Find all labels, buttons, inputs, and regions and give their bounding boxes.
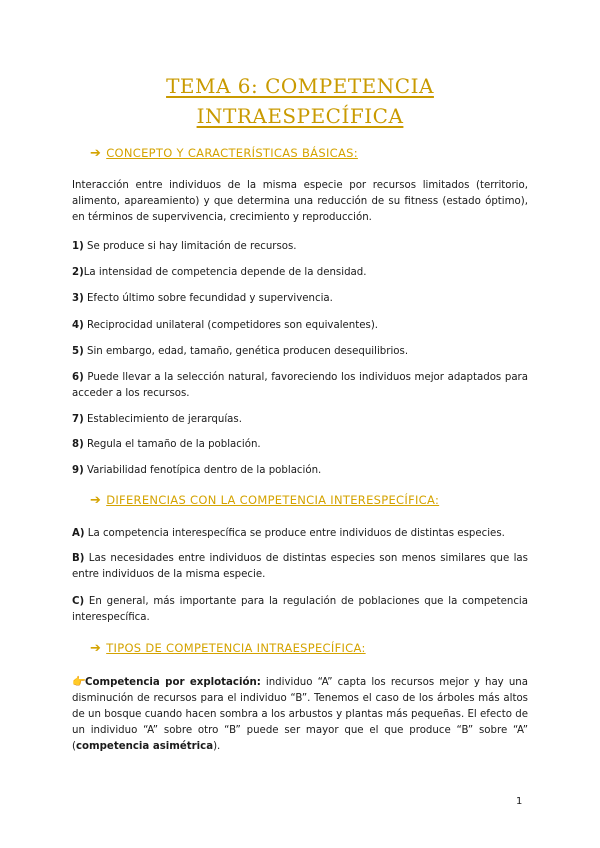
- item-number: 8): [72, 439, 84, 450]
- item-letter: B): [72, 553, 85, 564]
- item-text: Efecto último sobre fecundidad y supervivencia.: [83, 293, 333, 304]
- item-text: Establecimiento de jerarquías.: [83, 414, 242, 425]
- item-text: Sin embargo, edad, tamaño, genética producen desequilibrios.: [83, 346, 409, 357]
- section-heading-concepto: [90, 146, 358, 161]
- section-heading-tipos: [90, 641, 366, 656]
- arrow-right-icon: ➔: [90, 146, 102, 161]
- section-label: DIFERENCIAS CON LA COMPETENCIA INTERESPECÍFICA:: [106, 493, 440, 507]
- item-text: Se produce si hay limitación de recursos.: [83, 241, 297, 252]
- list-item: [72, 437, 528, 453]
- asimetrica-term: competencia asimétrica: [75, 741, 214, 752]
- explotacion-term: Competencia por explotación:: [85, 677, 261, 688]
- item-text: Las necesidades entre individuos de distintas especies son menos similares que las entre individuos de la misma especie.: [72, 553, 528, 580]
- item-number: 2): [72, 267, 84, 278]
- item-letter: C): [72, 596, 85, 607]
- intro-paragraph: Interacción entre individuos de la misma especie por recursos limitados (territorio, alimento, apareamiento) y que determina una reducción de su fitness (estado óptimo), en términos de supervivencia, crecimiento y reproducción.: [72, 180, 528, 223]
- item-text: La intensidad de competencia depende de la densidad.: [83, 267, 367, 278]
- section-label: CONCEPTO Y CARACTERÍSTICAS BÁSICAS:: [106, 146, 358, 160]
- item-number: 1): [72, 241, 84, 252]
- diff-item: [72, 526, 528, 542]
- explotacion-paragraph: [72, 674, 528, 755]
- item-text: Regula el tamaño de la población.: [83, 439, 261, 450]
- list-item: [72, 370, 528, 402]
- item-text: La competencia interespecífica se produce entre individuos de distintas especies.: [84, 528, 505, 539]
- explotacion-text: individuo “A” capta los recursos mejor y hay una disminución de recursos para el individuo “B”. Tenemos el caso de los árboles más altos de un bosque cuando hacen sombra a los arbustos y plantas más pequeñas. El efecto de un individuo “A” sobre otro “B” puede ser mayor que el que produce “B” sobre “A” (: [72, 677, 528, 752]
- list-item: [72, 265, 528, 281]
- pointing-hand-icon: 👉: [72, 675, 86, 688]
- section-heading-diferencias: [90, 493, 439, 508]
- arrow-right-icon: ➔: [90, 641, 102, 656]
- list-item: [72, 344, 528, 360]
- item-text: Puede llevar a la selección natural, favoreciendo los individuos mejor adaptados para acceder a los recursos.: [72, 372, 528, 399]
- page-title-line-2: INTRAESPECÍFICA: [196, 104, 404, 128]
- item-number: 3): [72, 293, 84, 304]
- diff-item: [72, 551, 528, 583]
- item-text: Variabilidad fenotípica dentro de la población.: [83, 465, 322, 476]
- section-label: TIPOS DE COMPETENCIA INTRAESPECÍFICA:: [106, 641, 366, 655]
- page-title-line-1: TEMA 6: COMPETENCIA: [166, 74, 434, 98]
- item-text: Reciprocidad unilateral (competidores son equivalentes).: [83, 320, 379, 331]
- list-item: [72, 412, 528, 428]
- list-item: [72, 239, 528, 255]
- item-text: En general, más importante para la regulación de poblaciones que la competencia interespecífica.: [72, 596, 528, 623]
- item-number: 5): [72, 346, 84, 357]
- explotacion-end: ).: [213, 741, 221, 752]
- item-letter: A): [72, 528, 85, 539]
- diff-item: [72, 594, 528, 626]
- page-number: 1: [516, 796, 523, 807]
- arrow-right-icon: ➔: [90, 493, 102, 508]
- item-number: 6): [72, 372, 84, 383]
- item-number: 9): [72, 465, 84, 476]
- list-item: [72, 318, 528, 334]
- item-number: 4): [72, 320, 84, 331]
- list-item: [72, 291, 528, 307]
- item-number: 7): [72, 414, 84, 425]
- list-item: [72, 463, 528, 479]
